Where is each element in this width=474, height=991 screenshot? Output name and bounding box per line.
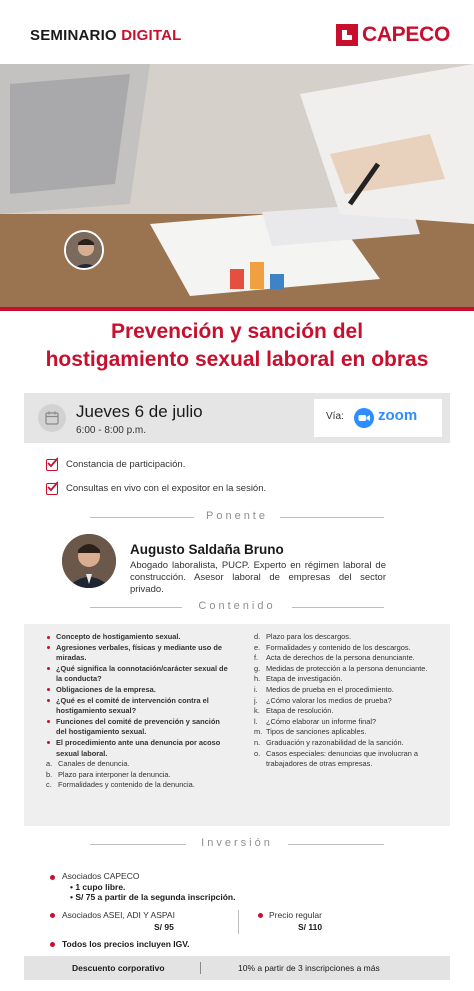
event-title-line1: Prevención y sanción del (110, 320, 364, 343)
seminar-label-part2: DIGITAL (121, 27, 182, 44)
seminar-label-part1: SEMINARIO (30, 27, 117, 44)
content-list-item (254, 696, 444, 707)
divider (200, 962, 201, 974)
date-box (24, 393, 450, 443)
regular-price-value: S/ 110 (298, 922, 323, 932)
content-list-item (46, 717, 232, 738)
content-list-marker: k. (254, 706, 260, 716)
content-list-text: Graduación y razonabilidad de la sanción. (266, 737, 404, 747)
content-list-text: Medidas de protección a la persona denunciante. (266, 663, 428, 673)
capeco-members-line1: • 1 cupo libre. (70, 882, 126, 892)
speaker-photo (62, 534, 116, 588)
content-list-text: Funciones del comité de prevención y sanción del hostigamiento sexual. (56, 716, 220, 737)
content-list-text: Plazo para interponer la denuncia. (58, 769, 171, 779)
event-time: 6:00 - 8:00 p.m. (76, 425, 147, 436)
igv-note: Todos los precios incluyen IGV. (62, 939, 190, 949)
content-list-item (254, 706, 444, 717)
content-list-text: Canales de denuncia. (58, 759, 130, 769)
content-list-item (254, 643, 444, 654)
content-list-text: Etapa de investigación. (266, 674, 343, 684)
platform-box (314, 399, 442, 437)
speaker-thumbnail (64, 230, 104, 270)
capeco-logo-text: CAPECO (361, 23, 450, 46)
content-list-text: Formalidades y contenido de los descargos. (266, 642, 411, 652)
corporate-discount-label: Descuento corporativo (72, 963, 165, 973)
bullet-icon (258, 913, 263, 918)
capeco-members-line1-text: 1 cupo libre. (75, 882, 126, 892)
investment-section-header (0, 837, 474, 851)
content-list-item (46, 770, 232, 781)
content-list-item (46, 759, 232, 770)
content-list-item (46, 696, 232, 717)
content-list-text: Tipos de sanciones aplicables. (266, 727, 367, 737)
content-list-text: Agresiones verbales, físicas y mediante uso de miradas. (56, 642, 222, 663)
checkbox-icon (46, 483, 58, 495)
investment-section-title: Inversión (201, 837, 273, 849)
event-title-line2: hostigamiento sexual laboral en obras (45, 348, 429, 371)
content-panel (24, 624, 450, 826)
content-list-text: Plazo para los descargos. (266, 632, 352, 641)
content-list-item (254, 727, 444, 738)
content-list-marker: m. (254, 727, 263, 737)
speaker-section-title: Ponente (206, 510, 268, 522)
content-list-item (254, 653, 444, 664)
content-list-text: Concepto de hostigamiento sexual. (56, 632, 181, 641)
bullet-icon (50, 913, 55, 918)
capeco-members-line2: • S/ 75 a partir de la segunda inscripción. (70, 892, 236, 902)
content-list-marker: f. (254, 653, 259, 663)
content-list-marker: g. (254, 663, 261, 673)
content-list-marker: l. (254, 716, 258, 726)
corporate-discount-detail: 10% a partir de 3 inscripciones a más (238, 963, 380, 973)
speaker-name: Augusto Saldaña Bruno (130, 542, 284, 557)
capeco-logo-mark-icon (336, 24, 358, 46)
checkbox-icon (46, 459, 58, 471)
content-list-item (254, 674, 444, 685)
content-list-item (46, 664, 232, 685)
benefit-item: Constancia de participación. (66, 459, 186, 470)
asei-members-label: Asociados ASEI, ADI Y ASPAI (62, 910, 175, 920)
event-title (0, 318, 474, 374)
content-list-item (254, 685, 444, 696)
content-list-item (46, 780, 232, 791)
content-list-marker: o. (254, 748, 261, 758)
header (0, 0, 474, 64)
corporate-discount-bar (24, 956, 450, 980)
capeco-members-label: Asociados CAPECO (62, 871, 140, 881)
asei-members-price: S/ 95 (154, 922, 174, 932)
content-list-marker: a. (46, 759, 53, 769)
calendar-icon (38, 404, 66, 432)
content-list-item (254, 749, 444, 770)
content-right-column (254, 632, 444, 770)
via-label: Vía: (326, 411, 344, 422)
content-list-marker: h. (254, 674, 261, 684)
content-list-marker: n. (254, 737, 261, 747)
speaker-bio: Abogado laboralista, PUCP. Experto en régimen laboral de construcción. Asesor laboral de empresas del sector privado. (130, 560, 386, 595)
capeco-members-line2-text: S/ 75 a partir de la segunda inscripción. (75, 892, 236, 902)
hero-image (0, 64, 474, 309)
speaker-section-header (0, 510, 474, 524)
capeco-logo (336, 23, 450, 47)
divider (238, 910, 239, 934)
regular-price-label: Precio regular (269, 910, 322, 920)
content-section-header (0, 600, 474, 614)
content-list-item (46, 685, 232, 696)
event-date: Jueves 6 de julio (76, 402, 203, 421)
content-list-text: Obligaciones de la empresa. (56, 684, 156, 694)
content-list-item (46, 643, 232, 664)
benefit-item: Consultas en vivo con el expositor en la sesión. (66, 483, 267, 494)
content-list-text: ¿Cómo valorar los medios de prueba? (266, 695, 392, 705)
content-section-title: Contenido (198, 600, 276, 612)
seminar-label (30, 27, 181, 44)
content-list-marker: e. (254, 642, 261, 652)
content-list-item (254, 738, 444, 749)
content-list-marker: b. (46, 769, 53, 779)
content-list-text: Casos especiales: denuncias que involucran a trabajadores de otras empresas. (266, 748, 419, 769)
zoom-logo-text: zoom (378, 407, 418, 424)
content-list-item (46, 632, 232, 643)
content-list-text: Acta de derechos de la persona denunciante. (266, 653, 415, 663)
hero-divider (0, 307, 474, 311)
content-list-marker: d. (254, 632, 261, 641)
content-list-item (254, 664, 444, 675)
content-list-text: ¿Qué significa la connotación/carácter sexual de la conducta? (56, 663, 228, 684)
bullet-icon (50, 942, 55, 947)
content-list-text: ¿Qué es el comité de intervención contra el hostigamiento sexual? (56, 695, 209, 716)
zoom-camera-icon (354, 408, 374, 428)
content-list-item (254, 717, 444, 728)
content-list-item (46, 738, 232, 759)
bullet-icon (50, 875, 55, 880)
content-list-text: ¿Cómo elaborar un informe final? (266, 716, 377, 726)
content-left-column (46, 632, 232, 791)
content-list-marker: c. (46, 780, 52, 790)
content-list-marker: i. (254, 684, 258, 694)
content-list-item (254, 632, 444, 643)
content-list-text: Medios de prueba en el procedimiento. (266, 684, 394, 694)
content-list-text: El procedimiento ante una denuncia por acoso sexual laboral. (56, 737, 221, 758)
content-list-text: Formalidades y contenido de la denuncia. (58, 780, 195, 790)
content-list-text: Etapa de resolución. (266, 706, 334, 716)
content-list-marker: j. (254, 695, 258, 705)
